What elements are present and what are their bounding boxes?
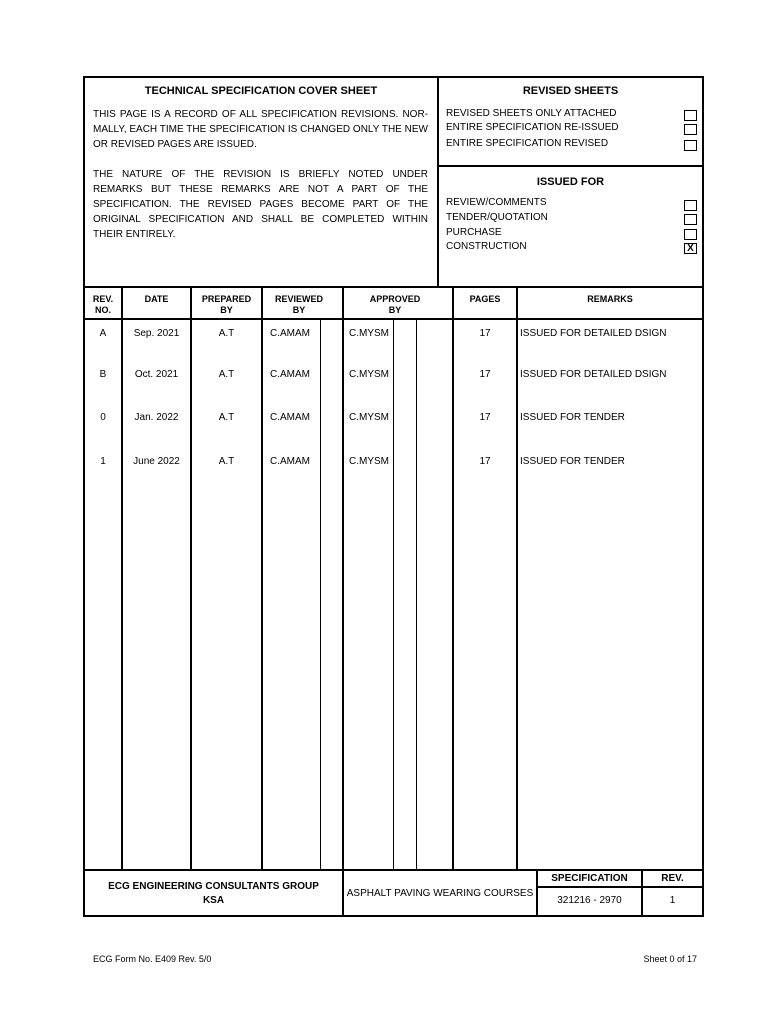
cell-approved: C.MYSM — [349, 369, 389, 380]
cell-reviewed: C.AMAM — [270, 328, 310, 339]
cell-rev: A — [99, 328, 107, 339]
cell-date: Oct. 2021 — [134, 369, 179, 380]
cell-pages: 17 — [479, 369, 491, 380]
header-prepared-by-line2: BY — [220, 305, 233, 315]
cell-prepared: A.T — [218, 328, 235, 339]
col-subline-approved-1 — [393, 318, 394, 871]
cell-pages: 17 — [479, 456, 491, 467]
frame-left-border — [83, 76, 85, 917]
header-pages: PAGES — [469, 294, 501, 304]
cell-approved: C.MYSM — [349, 456, 389, 467]
col-line-pages-remarks — [516, 286, 518, 871]
cover-paragraph-1 — [93, 107, 428, 152]
cell-prepared: A.T — [218, 412, 235, 423]
issued-for-option-label: REVIEW/COMMENTS — [446, 197, 547, 208]
revised-issued-divider — [437, 165, 704, 167]
revised-sheets-checkbox[interactable] — [684, 124, 697, 135]
frame-right-border — [702, 76, 704, 917]
cell-prepared: A.T — [218, 369, 235, 380]
cell-remarks: ISSUED FOR TENDER — [520, 456, 625, 467]
cell-date: Sep. 2021 — [133, 328, 180, 339]
revised-sheets-option-label: REVISED SHEETS ONLY ATTACHED — [446, 108, 617, 119]
cell-prepared: A.T — [218, 456, 235, 467]
rev-value: 1 — [669, 895, 676, 906]
issued-for-checkbox[interactable] — [684, 200, 697, 211]
issued-for-checkbox[interactable] — [684, 229, 697, 240]
specification-label: SPECIFICATION — [551, 873, 628, 884]
revised-sheets-checkbox[interactable] — [684, 110, 697, 121]
company-name: ECG ENGINEERING CONSULTANTS GROUP — [108, 881, 319, 892]
document-title: ASPHALT PAVING WEARING COURSES — [346, 888, 534, 899]
cover-title: TECHNICAL SPECIFICATION COVER SHEET — [144, 85, 378, 97]
table-header-top-line — [83, 286, 704, 288]
company-country: KSA — [202, 895, 225, 906]
cell-date: Jan. 2022 — [134, 412, 179, 423]
cell-approved: C.MYSM — [349, 412, 389, 423]
cell-rev: 1 — [100, 456, 106, 467]
cell-pages: 17 — [479, 412, 491, 423]
header-reviewed-by — [263, 294, 335, 316]
issued-for-option-label: CONSTRUCTION — [446, 241, 527, 252]
issued-for-option-label: PURCHASE — [446, 227, 502, 238]
issued-for-option-label: TENDER/QUOTATION — [446, 212, 548, 223]
issued-for-checkbox[interactable] — [684, 214, 697, 225]
revised-sheets-option-label: ENTIRE SPECIFICATION REVISED — [446, 138, 609, 149]
rev-label: REV. — [661, 873, 684, 884]
header-approved-by-line1: APPROVED — [369, 294, 421, 304]
issued-for-title: ISSUED FOR — [536, 176, 605, 188]
header-rev-no-line1: REV. — [92, 294, 114, 304]
sheet-number: Sheet 0 of 17 — [643, 954, 697, 964]
header-date: DATE — [144, 294, 169, 304]
cell-reviewed: C.AMAM — [270, 456, 310, 467]
col-line-prepared-reviewed — [261, 286, 263, 871]
header-reviewed-by-line1: REVIEWED — [274, 294, 323, 304]
cell-date: June 2022 — [133, 456, 180, 467]
issued-for-checkbox[interactable]: X — [684, 243, 697, 254]
header-remarks: REMARKS — [587, 294, 633, 304]
header-reviewed-by-line2: BY — [292, 305, 306, 315]
header-rev-no — [85, 294, 121, 316]
col-line-reviewed-approved — [342, 286, 344, 917]
cell-rev: B — [99, 369, 107, 380]
header-rev-no-line2: NO. — [94, 305, 111, 315]
frame-top-border — [83, 76, 704, 78]
specification-number: 321216 - 2970 — [557, 895, 622, 906]
cell-reviewed: C.AMAM — [270, 369, 310, 380]
cover-paragraph-2-text: THE NATURE OF THE REVISION IS BRIEFLY NOTED UNDER REMARKS BUT THESE REMARKS ARE NOT A PART OF THE SPECIFICATION. THE REVISED PAGES BECOME PART OF THE ORIGINAL SPECIFICATION AND SHALL BE COMPLETED WITHIN THEIR ENTIRELY. — [93, 169, 428, 240]
revised-sheets-option-label: ENTIRE SPECIFICATION RE-ISSUED — [446, 122, 619, 133]
header-prepared-by — [192, 294, 261, 316]
title-block-spec-mid-line — [536, 886, 704, 888]
cell-remarks: ISSUED FOR DETAILED DSIGN — [520, 369, 667, 380]
cell-remarks: ISSUED FOR DETAILED DSIGN — [520, 328, 667, 339]
cell-pages: 17 — [479, 328, 491, 339]
cover-paragraph-1-text: THIS PAGE IS A RECORD OF ALL SPECIFICATION REVISIONS. NOR-MALLY, EACH TIME THE SPECIFICATION IS CHANGED ONLY THE NEW OR REVISED PAGES ARE ISSUED. — [93, 109, 428, 150]
title-block-top-line — [83, 869, 704, 871]
cell-reviewed: C.AMAM — [270, 412, 310, 423]
revised-sheets-checkbox[interactable] — [684, 140, 697, 151]
revised-sheets-title: REVISED SHEETS — [522, 85, 619, 97]
header-approved-by — [344, 294, 446, 316]
form-number: ECG Form No. E409 Rev. 5/0 — [93, 954, 212, 964]
header-approved-by-line2: BY — [388, 305, 402, 315]
cell-remarks: ISSUED FOR TENDER — [520, 412, 625, 423]
cell-rev: 0 — [100, 412, 106, 423]
frame-bottom-border — [83, 915, 704, 917]
cell-approved: C.MYSM — [349, 328, 389, 339]
col-subline-reviewed — [320, 318, 321, 871]
header-prepared-by-line1: PREPARED — [201, 294, 252, 304]
cover-paragraph-2 — [93, 167, 428, 242]
col-subline-approved-2 — [416, 318, 417, 871]
